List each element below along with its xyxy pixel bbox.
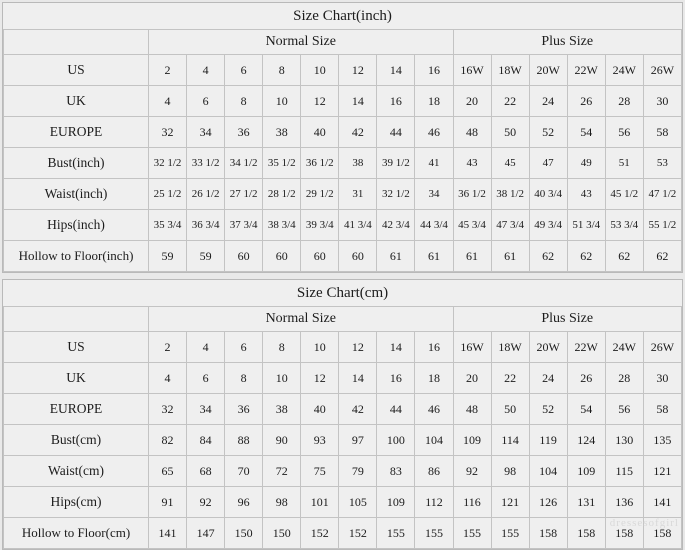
cell: 6 [225, 55, 263, 86]
cell: 30 [643, 86, 681, 117]
cell: 44 [377, 117, 415, 148]
row-label: UK [4, 86, 149, 117]
cell: 32 1/2 [149, 148, 187, 179]
cell: 4 [187, 332, 225, 363]
row-label: Hollow to Floor(inch) [4, 241, 149, 272]
table-row [4, 210, 682, 241]
cell: 24 [529, 363, 567, 394]
cell: 44 [377, 394, 415, 425]
cell: 8 [225, 86, 263, 117]
cell: 136 [605, 487, 643, 518]
cell: 41 [415, 148, 453, 179]
table-row [4, 518, 682, 549]
table-row [4, 332, 682, 363]
cell: 26 [567, 363, 605, 394]
cell: 141 [643, 487, 681, 518]
cell: 101 [301, 487, 339, 518]
cell: 10 [301, 55, 339, 86]
cell: 152 [301, 518, 339, 549]
cell: 6 [187, 363, 225, 394]
cell: 40 [301, 117, 339, 148]
size-chart-inch [2, 2, 683, 273]
cell: 62 [605, 241, 643, 272]
cell: 14 [339, 86, 377, 117]
cell: 98 [491, 456, 529, 487]
cell: 10 [263, 86, 301, 117]
cell: 22W [567, 332, 605, 363]
cell: 52 [529, 394, 567, 425]
cell: 10 [263, 363, 301, 394]
cell: 12 [301, 86, 339, 117]
cell: 30 [643, 363, 681, 394]
cell: 16 [415, 55, 453, 86]
cell: 22 [491, 363, 529, 394]
cell: 62 [529, 241, 567, 272]
cell: 68 [187, 456, 225, 487]
chart-title: Size Chart(cm) [4, 280, 682, 307]
row-label: US [4, 55, 149, 86]
cell: 58 [643, 117, 681, 148]
cell: 37 3/4 [225, 210, 263, 241]
cell: 22 [491, 86, 529, 117]
cell: 141 [149, 518, 187, 549]
size-chart-page [0, 2, 685, 540]
cell: 158 [605, 518, 643, 549]
cell: 24 [529, 86, 567, 117]
table-row [4, 117, 682, 148]
cell: 35 3/4 [149, 210, 187, 241]
cell: 150 [225, 518, 263, 549]
cell: 28 [605, 86, 643, 117]
cell: 24W [605, 332, 643, 363]
cell: 36 [225, 394, 263, 425]
cell: 26W [643, 332, 681, 363]
table-row [4, 394, 682, 425]
cell: 46 [415, 117, 453, 148]
cell: 38 3/4 [263, 210, 301, 241]
cell: 96 [225, 487, 263, 518]
row-label: US [4, 332, 149, 363]
cell: 124 [567, 425, 605, 456]
cell: 61 [415, 241, 453, 272]
cell: 41 3/4 [339, 210, 377, 241]
cell: 8 [263, 55, 301, 86]
cell: 36 [225, 117, 263, 148]
cell: 70 [225, 456, 263, 487]
table-row [4, 179, 682, 210]
table-group-row [4, 307, 682, 332]
cell: 28 [605, 363, 643, 394]
cell: 16W [453, 55, 491, 86]
chart-title: Size Chart(inch) [4, 3, 682, 30]
cell: 26W [643, 55, 681, 86]
cell: 36 1/2 [453, 179, 491, 210]
cell: 27 1/2 [225, 179, 263, 210]
cell: 18 [415, 363, 453, 394]
cell: 121 [643, 456, 681, 487]
cell: 14 [377, 55, 415, 86]
cell: 86 [415, 456, 453, 487]
cell: 25 1/2 [149, 179, 187, 210]
row-label: Waist(cm) [4, 456, 149, 487]
cell: 50 [491, 117, 529, 148]
cell: 43 [567, 179, 605, 210]
cell: 61 [491, 241, 529, 272]
cell: 47 1/2 [643, 179, 681, 210]
cell: 20 [453, 86, 491, 117]
cell: 16 [377, 363, 415, 394]
cell: 2 [149, 332, 187, 363]
cell: 47 3/4 [491, 210, 529, 241]
cell: 26 [567, 86, 605, 117]
cell: 14 [377, 332, 415, 363]
table-group-row [4, 30, 682, 55]
cell: 109 [377, 487, 415, 518]
cell: 22W [567, 55, 605, 86]
cell: 38 [339, 148, 377, 179]
watermark: dressesofgirl [609, 517, 679, 529]
cell: 39 3/4 [301, 210, 339, 241]
cell: 59 [187, 241, 225, 272]
cell: 115 [605, 456, 643, 487]
cell: 4 [149, 86, 187, 117]
table-row [4, 456, 682, 487]
cell: 98 [263, 487, 301, 518]
cell: 135 [643, 425, 681, 456]
cell: 121 [491, 487, 529, 518]
size-table-cm [3, 280, 682, 549]
cell: 34 1/2 [225, 148, 263, 179]
cell: 152 [339, 518, 377, 549]
cell: 51 [605, 148, 643, 179]
cell: 35 1/2 [263, 148, 301, 179]
cell: 18W [491, 55, 529, 86]
cell: 116 [453, 487, 491, 518]
cell: 48 [453, 117, 491, 148]
cell: 40 3/4 [529, 179, 567, 210]
cell: 60 [339, 241, 377, 272]
row-label: Waist(inch) [4, 179, 149, 210]
cell: 155 [491, 518, 529, 549]
cell: 61 [453, 241, 491, 272]
cell: 130 [605, 425, 643, 456]
cell: 65 [149, 456, 187, 487]
cell: 47 [529, 148, 567, 179]
cell: 56 [605, 117, 643, 148]
cell: 45 1/2 [605, 179, 643, 210]
cell: 92 [187, 487, 225, 518]
cell: 72 [263, 456, 301, 487]
cell: 62 [567, 241, 605, 272]
cell: 32 [149, 394, 187, 425]
cell: 36 1/2 [301, 148, 339, 179]
cell: 59 [149, 241, 187, 272]
cell: 54 [567, 117, 605, 148]
cell: 93 [301, 425, 339, 456]
cell: 75 [301, 456, 339, 487]
table-title-row [4, 280, 682, 307]
table-row [4, 86, 682, 117]
cell: 10 [301, 332, 339, 363]
cell: 62 [643, 241, 681, 272]
cell: 38 [263, 394, 301, 425]
cell: 126 [529, 487, 567, 518]
cell: 105 [339, 487, 377, 518]
cell: 28 1/2 [263, 179, 301, 210]
cell: 114 [491, 425, 529, 456]
cell: 33 1/2 [187, 148, 225, 179]
row-label: Hollow to Floor(cm) [4, 518, 149, 549]
cell: 48 [453, 394, 491, 425]
cell: 158 [643, 518, 681, 549]
cell: 58 [643, 394, 681, 425]
cell: 131 [567, 487, 605, 518]
cell: 2 [149, 55, 187, 86]
cell: 12 [339, 55, 377, 86]
cell: 4 [149, 363, 187, 394]
cell: 39 1/2 [377, 148, 415, 179]
cell: 26 1/2 [187, 179, 225, 210]
cell: 8 [225, 363, 263, 394]
cell: 18 [415, 86, 453, 117]
cell: 82 [149, 425, 187, 456]
cell: 104 [529, 456, 567, 487]
table-row [4, 148, 682, 179]
group-header-normal: Normal Size [149, 30, 454, 55]
cell: 49 [567, 148, 605, 179]
cell: 88 [225, 425, 263, 456]
cell: 150 [263, 518, 301, 549]
size-table-inch [3, 3, 682, 272]
cell: 112 [415, 487, 453, 518]
cell: 55 1/2 [643, 210, 681, 241]
group-header-plus: Plus Size [453, 307, 682, 332]
row-label: Bust(inch) [4, 148, 149, 179]
cell: 34 [187, 117, 225, 148]
row-label: Hips(cm) [4, 487, 149, 518]
cell: 18W [491, 332, 529, 363]
cell: 24W [605, 55, 643, 86]
row-label: Bust(cm) [4, 425, 149, 456]
row-label: Hips(inch) [4, 210, 149, 241]
cell: 31 [339, 179, 377, 210]
cell: 61 [377, 241, 415, 272]
cell: 12 [301, 363, 339, 394]
cell: 16 [415, 332, 453, 363]
cell: 53 [643, 148, 681, 179]
cell: 32 [149, 117, 187, 148]
row-label: EUROPE [4, 117, 149, 148]
cell: 83 [377, 456, 415, 487]
cell: 20 [453, 363, 491, 394]
table-row [4, 363, 682, 394]
cell: 49 3/4 [529, 210, 567, 241]
cell: 45 [491, 148, 529, 179]
cell: 52 [529, 117, 567, 148]
table-row [4, 425, 682, 456]
cell: 51 3/4 [567, 210, 605, 241]
cell: 50 [491, 394, 529, 425]
cell: 16W [453, 332, 491, 363]
cell: 42 [339, 117, 377, 148]
cell: 60 [301, 241, 339, 272]
cell: 20W [529, 332, 567, 363]
cell: 158 [529, 518, 567, 549]
cell: 42 3/4 [377, 210, 415, 241]
size-chart-cm [2, 279, 683, 550]
table-row [4, 55, 682, 86]
cell: 109 [453, 425, 491, 456]
group-corner-blank [4, 30, 149, 55]
row-label: EUROPE [4, 394, 149, 425]
group-header-plus: Plus Size [453, 30, 682, 55]
cell: 12 [339, 332, 377, 363]
group-corner-blank [4, 307, 149, 332]
cell: 100 [377, 425, 415, 456]
cell: 60 [263, 241, 301, 272]
table-row [4, 487, 682, 518]
table-row [4, 241, 682, 272]
cell: 43 [453, 148, 491, 179]
cell: 56 [605, 394, 643, 425]
cell: 155 [377, 518, 415, 549]
cell: 16 [377, 86, 415, 117]
cell: 8 [263, 332, 301, 363]
cell: 14 [339, 363, 377, 394]
cell: 40 [301, 394, 339, 425]
group-header-normal: Normal Size [149, 307, 454, 332]
cell: 46 [415, 394, 453, 425]
cell: 97 [339, 425, 377, 456]
cell: 158 [567, 518, 605, 549]
row-label: UK [4, 363, 149, 394]
cell: 6 [225, 332, 263, 363]
cell: 34 [187, 394, 225, 425]
cell: 45 3/4 [453, 210, 491, 241]
cell: 155 [453, 518, 491, 549]
cell: 32 1/2 [377, 179, 415, 210]
cell: 36 3/4 [187, 210, 225, 241]
cell: 4 [187, 55, 225, 86]
cell: 104 [415, 425, 453, 456]
cell: 34 [415, 179, 453, 210]
cell: 147 [187, 518, 225, 549]
cell: 29 1/2 [301, 179, 339, 210]
cell: 38 1/2 [491, 179, 529, 210]
cell: 84 [187, 425, 225, 456]
cell: 109 [567, 456, 605, 487]
cell: 42 [339, 394, 377, 425]
cell: 119 [529, 425, 567, 456]
cell: 60 [225, 241, 263, 272]
cell: 91 [149, 487, 187, 518]
cell: 44 3/4 [415, 210, 453, 241]
cell: 6 [187, 86, 225, 117]
cell: 79 [339, 456, 377, 487]
table-title-row [4, 3, 682, 30]
cell: 155 [415, 518, 453, 549]
cell: 20W [529, 55, 567, 86]
cell: 54 [567, 394, 605, 425]
cell: 90 [263, 425, 301, 456]
cell: 53 3/4 [605, 210, 643, 241]
cell: 38 [263, 117, 301, 148]
cell: 92 [453, 456, 491, 487]
